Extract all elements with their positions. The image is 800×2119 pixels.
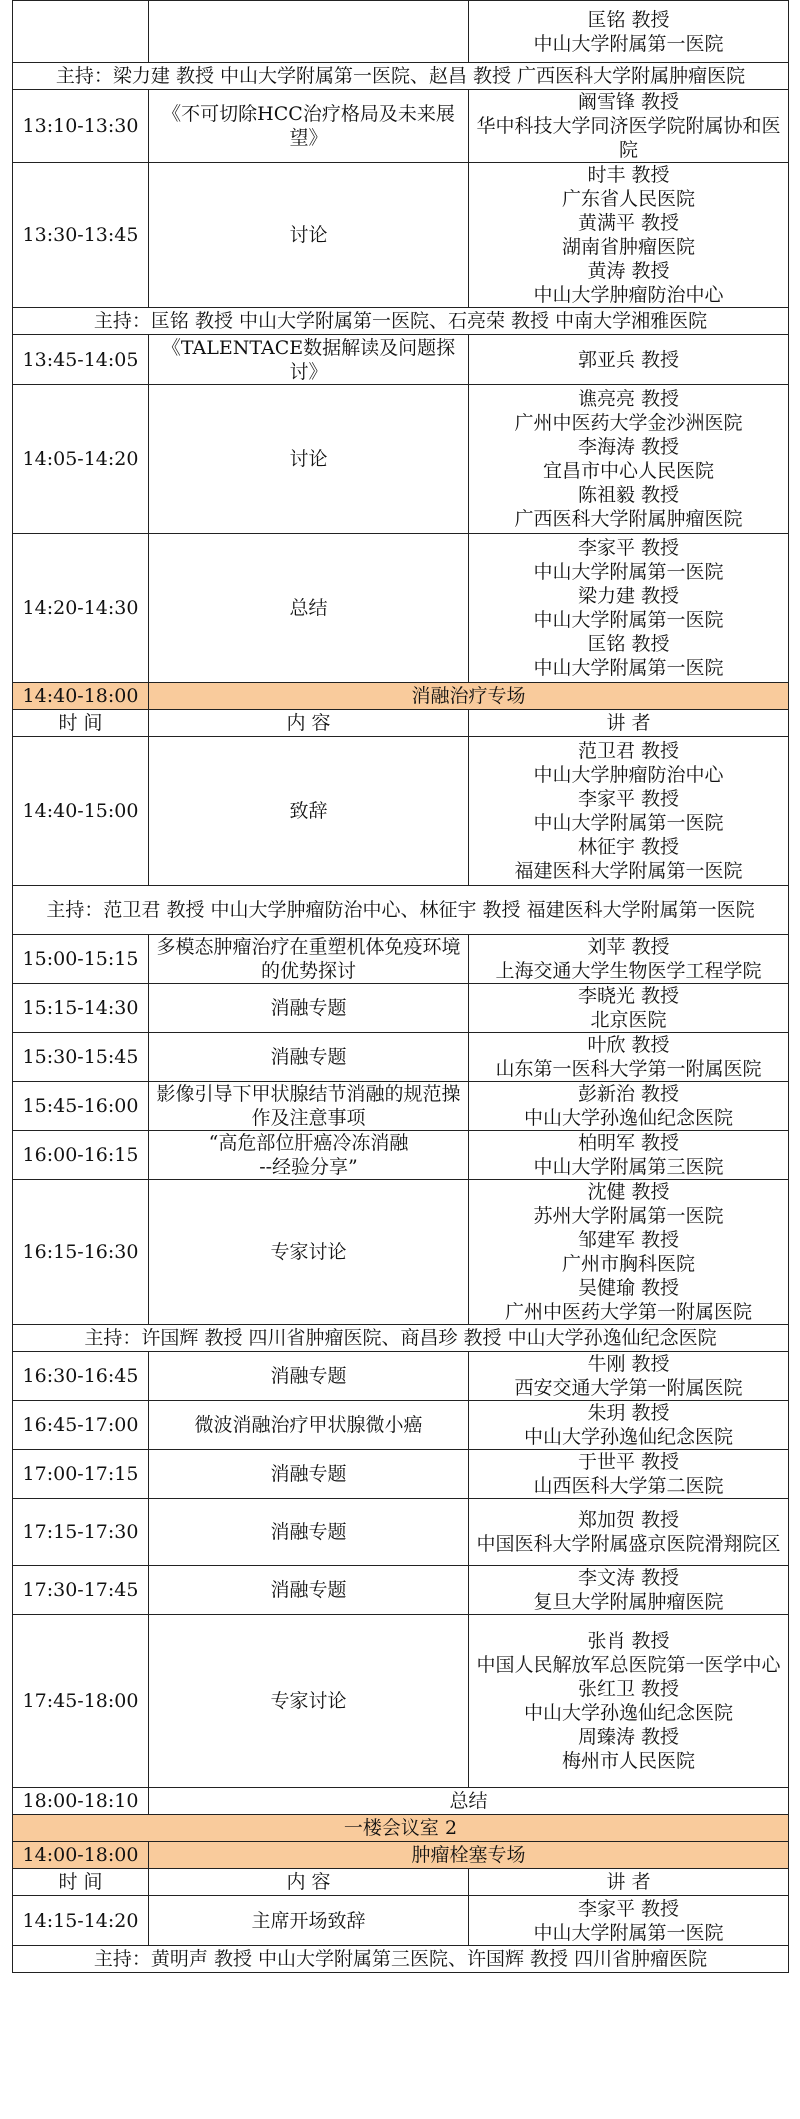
- session-row: [13, 163, 789, 308]
- session-content: 消融专题: [149, 1566, 469, 1615]
- session-row: [13, 1401, 789, 1450]
- summary-content: 总结: [149, 1788, 789, 1815]
- speaker-affiliation: 中山大学附属第三医院: [533, 1156, 724, 1178]
- session-time: 14:20-14:30: [13, 534, 149, 683]
- session-content: [149, 1131, 469, 1180]
- host-row: [13, 1946, 789, 1973]
- host-text: 主持：匡铭 教授 中山大学附属第一医院、石亮荣 教授 中南大学湘雅医院: [13, 308, 789, 335]
- session-content: 消融专题: [149, 1352, 469, 1401]
- column-header-row: [13, 1869, 789, 1896]
- session-row: [13, 534, 789, 683]
- speaker-affiliation: 西安交通大学第一附属医院: [514, 1377, 743, 1399]
- session-speaker: [469, 1401, 789, 1450]
- session-speaker: [469, 935, 789, 984]
- speaker-affiliation: 复旦大学附属肿瘤医院: [533, 1591, 724, 1613]
- session-time: 14:15-14:20: [13, 1896, 149, 1946]
- session-speaker: [469, 385, 789, 534]
- session-speaker: [469, 1615, 789, 1788]
- session-time: [13, 1, 149, 63]
- room-title: 一楼会议室 2: [13, 1815, 789, 1842]
- session-time: 13:10-13:30: [13, 90, 149, 163]
- speaker-affiliation: 福建医科大学附属第一医院: [514, 860, 743, 882]
- speaker-name: 陈祖毅 教授: [577, 484, 680, 506]
- session-speaker: [469, 984, 789, 1033]
- session-time: 14:40-15:00: [13, 737, 149, 886]
- session-row: [13, 1131, 789, 1180]
- speaker-affiliation: 上海交通大学生物医学工程学院: [495, 960, 762, 982]
- host-row: [13, 63, 789, 90]
- session-speaker: [469, 1180, 789, 1325]
- session-row: [13, 1450, 789, 1499]
- speaker-affiliation: 中山大学附属第一医院: [533, 812, 724, 834]
- summary-time: 18:00-18:10: [13, 1788, 149, 1815]
- header-time: 时 间: [13, 1869, 149, 1896]
- session-content: 讨论: [149, 385, 469, 534]
- speaker-name: 周臻涛 教授: [577, 1726, 680, 1748]
- content-line: --经验分享”: [259, 1156, 358, 1178]
- session-row: [13, 1082, 789, 1131]
- speaker-name: 牛刚 教授: [587, 1353, 670, 1375]
- header-time: 时 间: [13, 710, 149, 737]
- session-row: [13, 1352, 789, 1401]
- speaker-name: 吴健瑜 教授: [577, 1277, 680, 1299]
- session-time: 16:00-16:15: [13, 1131, 149, 1180]
- speaker-name: 李海涛 教授: [577, 436, 680, 458]
- room-row: [13, 1815, 789, 1842]
- header-speaker: 讲 者: [469, 1869, 789, 1896]
- session-time: 15:00-15:15: [13, 935, 149, 984]
- session-content: 微波消融治疗甲状腺微小癌: [149, 1401, 469, 1450]
- session-speaker: [469, 1499, 789, 1566]
- speaker-affiliation: 北京医院: [590, 1009, 667, 1031]
- session-row: [13, 1, 789, 63]
- host-row: [13, 1325, 789, 1352]
- session-content: 多模态肿瘤治疗在重塑机体免疫环境的优势探讨: [149, 935, 469, 984]
- track-time: 14:00-18:00: [13, 1842, 149, 1869]
- header-speaker: 讲 者: [469, 710, 789, 737]
- host-text: 主持：许国辉 教授 四川省肿瘤医院、商昌珍 教授 中山大学孙逸仙纪念医院: [13, 1325, 789, 1352]
- speaker-affiliation: 中山大学附属第一医院: [533, 657, 724, 679]
- session-row: [13, 1566, 789, 1615]
- speaker-affiliation: 中山大学孙逸仙纪念医院: [523, 1426, 733, 1448]
- speaker-name: 时丰 教授: [587, 164, 670, 186]
- speaker-affiliation: 山西医科大学第二医院: [533, 1475, 724, 1497]
- session-speaker: [469, 534, 789, 683]
- session-row: [13, 1033, 789, 1082]
- session-content: 专家讨论: [149, 1180, 469, 1325]
- session-row: [13, 1499, 789, 1566]
- speaker-affiliation: 中山大学肿瘤防治中心: [533, 764, 724, 786]
- speaker-name: 郑加贺 教授: [577, 1509, 680, 1531]
- session-row: [13, 737, 789, 886]
- speaker-name: 谯亮亮 教授: [577, 388, 680, 410]
- speaker-affiliation: 华中科技大学同济医学院附属协和医院: [476, 115, 781, 161]
- speaker-name: 刘苹 教授: [587, 936, 670, 958]
- speaker-affiliation: 中山大学孙逸仙纪念医院: [523, 1702, 733, 1724]
- summary-row: [13, 1788, 789, 1815]
- session-content: 消融专题: [149, 1499, 469, 1566]
- speaker-name: 张肖 教授: [587, 1630, 670, 1652]
- session-time: 17:00-17:15: [13, 1450, 149, 1499]
- session-speaker: [469, 1566, 789, 1615]
- speaker-affiliation: 中山大学孙逸仙纪念医院: [523, 1107, 733, 1129]
- speaker-name: 匡铭 教授: [587, 8, 670, 31]
- host-text: 主持：梁力建 教授 中山大学附属第一医院、赵昌 教授 广西医科大学附属肿瘤医院: [13, 63, 789, 90]
- speaker-name: 郭亚兵 教授: [577, 348, 680, 371]
- session-time: 17:45-18:00: [13, 1615, 149, 1788]
- session-content: 消融专题: [149, 1450, 469, 1499]
- header-content: 内 容: [149, 1869, 469, 1896]
- speaker-affiliation: 广州中医药大学金沙洲医院: [514, 412, 743, 434]
- speaker-affiliation: 中山大学肿瘤防治中心: [533, 284, 724, 306]
- session-content: 总结: [149, 534, 469, 683]
- session-speaker: [469, 1033, 789, 1082]
- session-row: [13, 90, 789, 163]
- speaker-affiliation: 中国医科大学附属盛京医院滑翔院区: [476, 1533, 781, 1555]
- speaker-affiliation: 中山大学附属第一医院: [533, 1921, 724, 1944]
- session-content: 讨论: [149, 163, 469, 308]
- speaker-name: 范卫君 教授: [577, 740, 680, 762]
- speaker-affiliation: 中山大学附属第一医院: [533, 609, 724, 631]
- speaker-affiliation: 湖南省肿瘤医院: [561, 236, 695, 258]
- header-content: 内 容: [149, 710, 469, 737]
- track-time: 14:40-18:00: [13, 683, 149, 710]
- host-text: 主持：黄明声 教授 中山大学附属第三医院、许国辉 教授 四川省肿瘤医院: [13, 1946, 789, 1973]
- session-content: 专家讨论: [149, 1615, 469, 1788]
- session-content: 《TALENTACE数据解读及问题探讨》: [149, 335, 469, 385]
- session-content: 主席开场致辞: [149, 1896, 469, 1946]
- session-speaker: [469, 1352, 789, 1401]
- session-row: [13, 1180, 789, 1325]
- track-band-row: [13, 683, 789, 710]
- session-content: 《不可切除HCC治疗格局及未来展望》: [149, 90, 469, 163]
- speaker-name: 李家平 教授: [577, 788, 680, 810]
- session-time: 13:30-13:45: [13, 163, 149, 308]
- column-header-row: [13, 710, 789, 737]
- session-row: [13, 984, 789, 1033]
- speaker-affiliation: 梅州市人民医院: [561, 1750, 695, 1772]
- session-time: 15:15-14:30: [13, 984, 149, 1033]
- speaker-name: 张红卫 教授: [577, 1678, 680, 1700]
- host-row: [13, 886, 789, 935]
- session-content: 致辞: [149, 737, 469, 886]
- session-speaker: [469, 335, 789, 385]
- speaker-name: 于世平 教授: [577, 1451, 680, 1473]
- speaker-affiliation: 广东省人民医院: [561, 188, 695, 210]
- session-time: 17:30-17:45: [13, 1566, 149, 1615]
- speaker-affiliation: 中山大学附属第一医院: [533, 561, 724, 583]
- track-band-row: [13, 1842, 789, 1869]
- speaker-name: 黄涛 教授: [587, 260, 670, 282]
- host-row: [13, 308, 789, 335]
- session-content: 消融专题: [149, 1033, 469, 1082]
- session-speaker: [469, 1450, 789, 1499]
- session-row: [13, 385, 789, 534]
- session-speaker: [469, 1896, 789, 1946]
- session-time: 13:45-14:05: [13, 335, 149, 385]
- session-content: 消融专题: [149, 984, 469, 1033]
- speaker-name: 叶欣 教授: [587, 1034, 670, 1056]
- schedule-table: [12, 0, 789, 1973]
- speaker-name: 柏明军 教授: [577, 1132, 680, 1154]
- session-time: 15:45-16:00: [13, 1082, 149, 1131]
- speaker-name: 李家平 教授: [577, 537, 680, 559]
- track-title: 消融治疗专场: [149, 683, 789, 710]
- content-line: “高危部位肝癌冷冻消融: [208, 1132, 409, 1154]
- session-time: 16:45-17:00: [13, 1401, 149, 1450]
- speaker-name: 邹建军 教授: [577, 1229, 680, 1251]
- session-speaker: [469, 737, 789, 886]
- session-speaker: [469, 163, 789, 308]
- session-speaker: [469, 1131, 789, 1180]
- speaker-affiliation: 广州中医药大学第一附属医院: [504, 1301, 752, 1323]
- session-speaker: [469, 1082, 789, 1131]
- session-time: 16:15-16:30: [13, 1180, 149, 1325]
- session-content: [149, 1, 469, 63]
- speaker-name: 黄满平 教授: [577, 212, 680, 234]
- speaker-name: 梁力建 教授: [577, 585, 680, 607]
- speaker-affiliation: 广州市胸科医院: [561, 1253, 695, 1275]
- session-time: 14:05-14:20: [13, 385, 149, 534]
- session-row: [13, 935, 789, 984]
- session-speaker: [469, 90, 789, 163]
- speaker-name: 彭新治 教授: [577, 1083, 680, 1105]
- speaker-name: 林征宇 教授: [577, 836, 680, 858]
- session-row: [13, 1896, 789, 1946]
- speaker-affiliation: 宜昌市中心人民医院: [542, 460, 714, 482]
- speaker-name: 沈健 教授: [587, 1181, 670, 1203]
- speaker-name: 阚雪锋 教授: [577, 91, 680, 113]
- session-time: 16:30-16:45: [13, 1352, 149, 1401]
- session-content: 影像引导下甲状腺结节消融的规范操作及注意事项: [149, 1082, 469, 1131]
- session-time: 17:15-17:30: [13, 1499, 149, 1566]
- speaker-affiliation: 中山大学附属第一医院: [533, 32, 724, 55]
- session-speaker: [469, 1, 789, 63]
- speaker-name: 朱玥 教授: [587, 1402, 670, 1424]
- speaker-affiliation: 中国人民解放军总医院第一医学中心: [476, 1654, 781, 1676]
- speaker-affiliation: 苏州大学附属第一医院: [533, 1205, 724, 1227]
- speaker-name: 李文涛 教授: [577, 1567, 680, 1589]
- speaker-affiliation: 山东第一医科大学第一附属医院: [495, 1058, 762, 1080]
- host-text: 主持：范卫君 教授 中山大学肿瘤防治中心、林征宇 教授 福建医科大学附属第一医院: [13, 886, 789, 935]
- speaker-name: 李家平 教授: [577, 1897, 680, 1920]
- speaker-affiliation: 广西医科大学附属肿瘤医院: [514, 508, 743, 530]
- session-row: [13, 335, 789, 385]
- session-row: [13, 1615, 789, 1788]
- speaker-name: 李晓光 教授: [577, 985, 680, 1007]
- session-time: 15:30-15:45: [13, 1033, 149, 1082]
- track-title: 肿瘤栓塞专场: [149, 1842, 789, 1869]
- speaker-name: 匡铭 教授: [587, 633, 670, 655]
